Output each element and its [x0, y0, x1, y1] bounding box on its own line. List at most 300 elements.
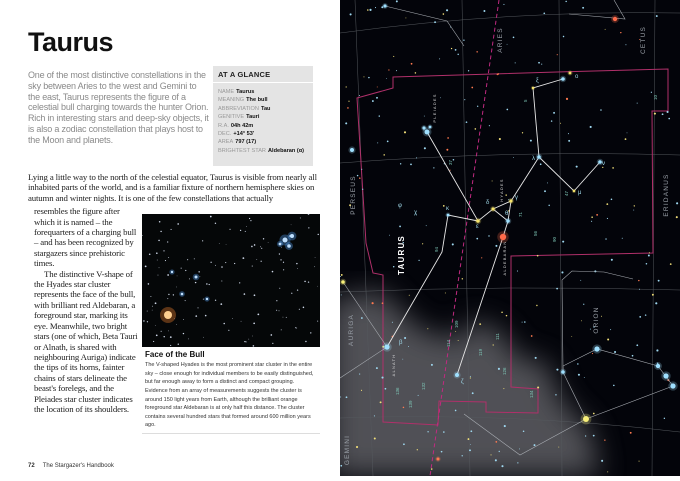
photo-bright-star — [279, 243, 282, 246]
star — [468, 438, 470, 440]
star — [476, 51, 477, 52]
star — [591, 216, 593, 218]
star — [507, 44, 508, 45]
glance-value: Aldebaran (α) — [267, 147, 305, 154]
star — [383, 154, 385, 156]
star — [411, 63, 413, 65]
star — [446, 9, 448, 11]
photo-star — [254, 244, 256, 246]
star — [427, 431, 428, 432]
photo-star — [305, 341, 306, 342]
star — [504, 425, 506, 427]
star — [440, 97, 441, 98]
star — [639, 289, 640, 290]
photo-star — [210, 262, 211, 263]
star — [341, 274, 343, 276]
star-number-label: 109 — [454, 320, 459, 328]
star — [477, 106, 478, 107]
photo-star — [248, 339, 249, 340]
caption-title: Face of the Bull — [145, 350, 205, 360]
greek-letter-label: δ — [486, 200, 490, 206]
photo-star — [295, 327, 296, 328]
star — [634, 205, 635, 206]
body-paragraph-2: The distinctive V-shape of the Hyades star cluster represents the face of the bull, with brilliant red Aldebaran, a foreground star, marking its eye. Meanwhile, two bright stars (one of which, Beta Tauri or Alnath, is shared with neighbouring Auriga) indicate the tips of its horns, fainter chains of stars delineate the beast's forelegs, and the Pleiades star cluster indicates the location of its shoulders. — [34, 268, 138, 414]
photo-figure — [142, 214, 320, 434]
glance-value: Tau — [260, 105, 271, 112]
star — [606, 203, 608, 205]
star — [585, 435, 586, 436]
bright-star — [350, 148, 354, 152]
star — [393, 56, 394, 57]
photo-star — [315, 258, 316, 259]
photo-star — [318, 234, 319, 235]
star — [582, 7, 584, 9]
star-number-label: 126 — [502, 367, 507, 375]
glance-key: AREA — [218, 139, 234, 146]
star — [622, 238, 623, 239]
star — [469, 449, 471, 451]
star — [468, 70, 469, 71]
star — [372, 302, 374, 304]
star — [523, 431, 525, 433]
star — [417, 449, 418, 450]
photo-star — [240, 230, 241, 231]
glance-row — [218, 138, 308, 146]
star — [592, 353, 593, 354]
star — [668, 118, 670, 120]
greek-letter-label: χ — [414, 210, 418, 216]
star — [441, 451, 443, 453]
photo-star — [206, 283, 207, 284]
photo-star — [303, 307, 305, 309]
star — [449, 170, 450, 171]
star — [388, 69, 389, 70]
star — [497, 73, 499, 75]
photo-star — [296, 328, 297, 329]
bright-star — [656, 364, 660, 368]
photo-star — [210, 216, 212, 218]
star-chart — [340, 0, 680, 476]
photo-star — [261, 248, 262, 249]
photo-star — [234, 263, 235, 264]
photo-star — [268, 242, 269, 243]
photo-star — [221, 266, 223, 268]
photo-star — [153, 341, 154, 342]
photo-star — [155, 326, 156, 327]
star — [455, 49, 457, 51]
star — [495, 459, 497, 461]
left-page — [0, 0, 340, 476]
star — [503, 4, 504, 5]
photo-star — [317, 321, 318, 322]
glance-value: The bull — [246, 97, 268, 104]
photo-star — [241, 321, 242, 322]
photo-star — [198, 308, 199, 309]
photo-star — [195, 282, 196, 283]
star — [638, 280, 639, 281]
photo-star — [279, 288, 280, 289]
star — [625, 138, 627, 140]
photo-star — [185, 270, 186, 271]
chart-label: TAURUS — [397, 235, 406, 275]
bright-star — [670, 383, 675, 388]
star — [408, 346, 409, 347]
star — [466, 121, 468, 123]
glance-row — [218, 88, 308, 96]
star — [600, 109, 602, 111]
photo-star — [260, 247, 261, 248]
star — [470, 444, 471, 445]
photo-star — [299, 309, 300, 310]
star — [375, 7, 376, 8]
star — [667, 111, 669, 113]
photo-star — [149, 254, 151, 256]
star — [488, 235, 489, 236]
hyades-photo — [142, 214, 320, 347]
photo-bright-star — [287, 244, 291, 248]
star-number-label: 132 — [421, 382, 426, 390]
star — [470, 377, 471, 378]
glance-key: NAME — [218, 89, 235, 95]
star — [483, 10, 485, 12]
star-number-label: 94 — [434, 246, 439, 252]
intro-text: One of the most distinctive constellations in the sky between Aries to the west and Gemini to the east, Taurus represents the figure of a celestial bull charging towards the hunter Orion. Rich in interesting stars and deep-sky objects, it is also a zodiac constellation that plays host to the Moon and planets. — [28, 70, 209, 145]
photo-star — [203, 299, 204, 300]
bright-star — [383, 4, 386, 7]
glance-row — [218, 113, 308, 121]
star — [596, 214, 598, 216]
photo-star — [279, 254, 280, 255]
star-number-label: 47 — [564, 190, 569, 196]
star — [357, 175, 358, 176]
photo-caption — [142, 347, 320, 434]
glance-key: MEANING — [218, 97, 245, 104]
star — [376, 97, 378, 99]
star — [422, 243, 423, 244]
photo-star — [250, 220, 251, 221]
star — [541, 64, 542, 65]
star — [578, 374, 580, 376]
chart-label: ORION — [593, 306, 600, 334]
photo-star — [158, 240, 160, 242]
star — [601, 316, 602, 317]
photo-star — [188, 339, 189, 340]
star — [553, 112, 555, 114]
photo-star — [202, 240, 203, 241]
star — [386, 78, 387, 79]
photo-star — [253, 323, 255, 325]
photo-star — [157, 260, 158, 261]
star — [534, 444, 536, 446]
star-chart-svg — [340, 0, 680, 476]
photo-star — [200, 277, 201, 278]
star — [404, 337, 406, 339]
photo-star — [167, 298, 168, 299]
star-number-label: 71 — [518, 211, 523, 217]
photo-star — [291, 293, 292, 294]
body-row — [28, 206, 320, 434]
star-number-label: 37 — [448, 159, 453, 165]
photo-star — [181, 268, 182, 269]
star-number-label: 139 — [408, 400, 413, 408]
star — [340, 465, 342, 467]
star — [445, 293, 446, 294]
star — [630, 432, 632, 434]
star — [670, 263, 672, 265]
bright-star — [594, 346, 599, 351]
star — [551, 120, 552, 121]
photo-star — [246, 226, 247, 227]
photo-star — [161, 331, 162, 332]
star — [627, 132, 628, 133]
body-paragraph-1: Lying a little way to the north of the celestial equator, Taurus is visible from nearly all inhabited parts of the world, and is a familiar fixture of northern hemisphere skies on autumn and winter nights. It is one of the few constellations that actually — [28, 172, 317, 203]
star — [374, 415, 375, 416]
bright-star — [613, 17, 617, 21]
photo-star — [280, 259, 281, 260]
bright-star — [569, 72, 572, 75]
star-number-label: 5 — [523, 99, 528, 102]
photo-star — [304, 281, 306, 283]
star — [522, 322, 523, 323]
star — [372, 100, 374, 102]
chart-label: AURIGA — [348, 313, 355, 347]
star — [377, 142, 378, 143]
photo-star — [228, 330, 229, 331]
star — [495, 441, 497, 443]
star — [400, 163, 401, 164]
star — [517, 270, 518, 271]
greek-letter-label: γ — [515, 195, 518, 201]
star — [584, 377, 585, 378]
star — [530, 140, 532, 142]
photo-star — [155, 303, 157, 305]
bright-star — [509, 199, 512, 202]
greek-letter-label: κ — [446, 206, 449, 212]
photo-star — [310, 332, 311, 333]
star — [382, 302, 384, 304]
photo-bright-star — [171, 271, 173, 273]
at-a-glance-box — [213, 66, 313, 166]
star — [418, 260, 419, 261]
bright-star — [500, 234, 506, 240]
star — [426, 225, 427, 226]
star — [346, 86, 347, 87]
star — [605, 238, 606, 239]
body-column — [28, 206, 138, 414]
star — [403, 443, 405, 445]
photo-star — [281, 330, 282, 331]
chart-label: ALDEBARAN — [502, 240, 507, 276]
star — [393, 266, 394, 267]
star — [601, 460, 603, 462]
star — [501, 312, 503, 314]
photo-star — [276, 300, 277, 301]
photo-star — [221, 281, 222, 282]
star — [396, 70, 397, 71]
photo-star — [254, 295, 256, 297]
star — [416, 157, 417, 158]
star — [377, 87, 378, 88]
star — [493, 344, 494, 345]
photo-star — [147, 321, 148, 322]
star — [524, 321, 526, 323]
photo-star — [296, 263, 297, 264]
page-content — [28, 66, 320, 434]
glance-row — [218, 147, 308, 155]
photo-star — [220, 303, 222, 305]
star — [593, 413, 595, 415]
photo-star — [152, 310, 153, 311]
star — [557, 54, 558, 55]
star — [535, 357, 537, 359]
glance-row — [218, 105, 308, 113]
star — [443, 431, 445, 433]
photo-star — [252, 266, 253, 267]
star — [476, 238, 478, 240]
photo-bright-star — [181, 293, 184, 296]
star — [447, 137, 449, 139]
glance-row — [218, 130, 308, 138]
photo-star — [177, 276, 178, 277]
star — [604, 440, 605, 441]
photo-star — [173, 294, 174, 295]
star — [607, 338, 609, 340]
photo-star — [163, 336, 164, 337]
photo-star — [159, 268, 160, 269]
star — [427, 328, 428, 329]
star — [590, 126, 592, 128]
star — [639, 316, 641, 318]
star — [415, 72, 417, 74]
star-number-label: 114 — [446, 339, 451, 347]
star-number-label: 111 — [495, 333, 500, 340]
star — [513, 157, 514, 158]
star — [676, 202, 678, 204]
star — [481, 257, 482, 258]
star — [399, 226, 401, 228]
star — [443, 13, 445, 15]
star — [359, 177, 361, 179]
star — [341, 294, 342, 295]
photo-star — [253, 345, 255, 347]
photo-star — [223, 323, 225, 325]
bright-star — [537, 155, 541, 159]
photo-star — [185, 300, 186, 301]
glance-value: Tauri — [246, 114, 260, 121]
photo-star — [244, 293, 246, 295]
photo-star — [281, 248, 282, 249]
star-number-label: 56 — [533, 230, 538, 236]
star — [368, 77, 369, 78]
star — [409, 295, 410, 296]
star — [656, 349, 658, 351]
star — [489, 125, 490, 126]
photo-star — [163, 250, 164, 251]
star — [646, 263, 648, 265]
star — [431, 364, 433, 366]
photo-star — [156, 335, 158, 337]
photo-star — [283, 269, 284, 270]
photo-star — [178, 344, 179, 345]
star — [492, 180, 493, 181]
star — [645, 314, 646, 315]
photo-star — [244, 341, 245, 342]
star — [464, 99, 465, 100]
glance-key: GENITIVE — [218, 114, 245, 121]
book-title: The Stargazer's Handbook — [42, 463, 114, 469]
star — [501, 465, 503, 467]
bright-star — [429, 126, 432, 129]
star — [505, 194, 506, 195]
photo-star — [226, 245, 227, 246]
star — [563, 36, 564, 37]
photo-star — [183, 333, 184, 334]
star — [455, 331, 456, 332]
photo-star — [145, 266, 147, 268]
star — [581, 320, 582, 321]
star — [536, 305, 537, 306]
star — [556, 288, 558, 290]
photo-star — [279, 311, 280, 312]
star — [632, 355, 634, 357]
bright-star — [341, 280, 345, 284]
star — [636, 344, 638, 346]
photo-star — [168, 257, 169, 258]
photo-star — [219, 244, 220, 245]
star — [396, 0, 398, 2]
photo-star — [249, 218, 250, 219]
photo-star — [165, 260, 166, 261]
star — [356, 446, 358, 448]
photo-star — [308, 282, 309, 283]
photo-star — [148, 283, 150, 285]
star — [472, 392, 474, 394]
bright-star — [455, 373, 459, 377]
star — [362, 189, 363, 190]
bright-star — [583, 416, 589, 422]
star — [648, 254, 650, 256]
star — [576, 166, 578, 168]
star — [506, 109, 508, 111]
photo-star — [194, 259, 195, 260]
greek-letter-label: θ — [505, 211, 509, 217]
star — [637, 103, 638, 104]
greek-letter-label: λ — [532, 156, 535, 162]
star — [555, 394, 556, 395]
star — [491, 454, 492, 455]
star — [385, 388, 387, 390]
star — [402, 359, 403, 360]
star — [359, 373, 360, 374]
bright-star — [437, 458, 440, 461]
photo-star — [156, 253, 158, 255]
star — [649, 252, 650, 253]
bright-star — [506, 219, 510, 223]
caption-text: The V-shaped Hyades is the most prominent star cluster in the entire sky – close enough for individual members to be easily distinguished, but far enough away to form a distinct and compact grouping. Evidence from an array of measurements suggests the cluster is around 150 light years from Earth, although the brilliant orange foreground star Aldebaran is at only half this distance. The cluster contains several hundred stars that formed around 600 million years ago. — [145, 362, 314, 429]
star — [562, 241, 564, 243]
star — [655, 302, 657, 304]
star-number-label: 119 — [478, 348, 483, 356]
photo-star — [257, 314, 259, 316]
greek-letter-label: φ — [398, 203, 402, 209]
star — [503, 388, 504, 389]
photo-star — [251, 246, 253, 248]
chart-label: PLEIADES — [432, 93, 437, 123]
star — [517, 462, 518, 463]
photo-star — [195, 315, 197, 317]
star — [625, 44, 626, 45]
photo-star — [286, 317, 287, 318]
